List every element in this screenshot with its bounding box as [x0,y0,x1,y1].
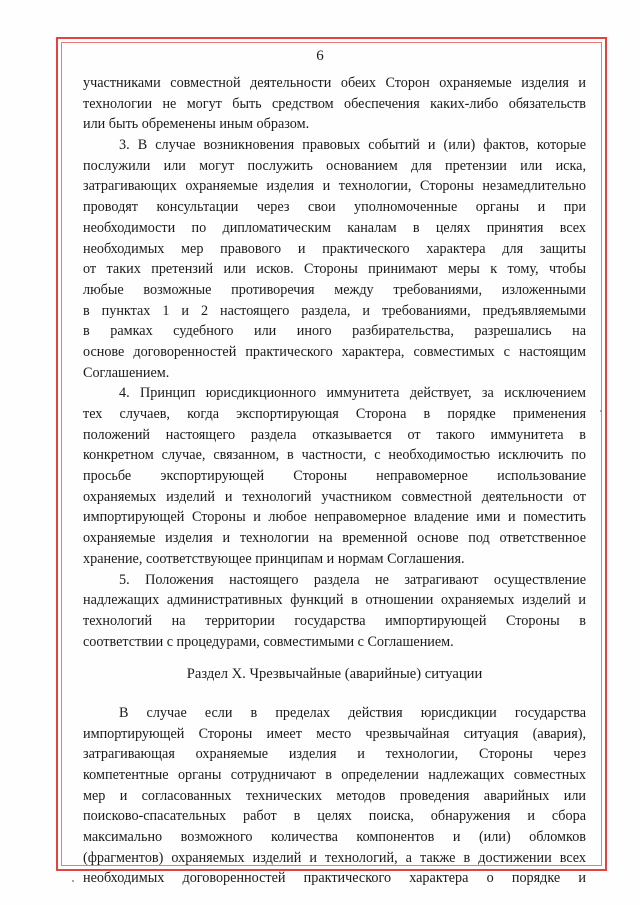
text-line: 4. Принцип юрисдикционного иммунитета действует, за исключением [119,385,586,402]
text-line: положений настоящего раздела отказывается от такого иммунитета в [83,426,586,443]
text-line: конкретном случае, связанном, в частности, с необходимостью исключить по [83,447,586,464]
paragraph-emergency [83,703,586,889]
text-line: Соглашением. [83,364,170,381]
document-body [83,73,586,889]
text-line: В случае если в пределах действия юрисдикции государства [119,704,586,721]
paragraph-5 [83,570,586,653]
text-line: соответствии с процедурами, совместимыми с Соглашением. [83,633,454,650]
text-line: импортирующей Стороны и любое неправомерное владение ими и поместить [83,509,586,526]
text-line: любые возможные противоречия между требованиями, изложенными [83,281,586,298]
text-line: максимально возможного количества компонентов и (или) обломков [83,829,586,846]
text-line: охраняемые изделия и технологии на временной основе под ответственное [83,530,586,547]
page-number: 6 [316,48,324,64]
text-line: от таких претензий или исков. Стороны принимают меры к тому, чтобы [83,261,586,278]
text-line: хранение, соответствующее принципам и нормам Соглашения. [83,550,465,567]
text-line: послужили или могут послужить основанием для претензии или иска, [83,157,586,174]
text-line: затрагивающая охраняемые изделия и технологии, Стороны через [83,746,586,763]
text-line: технологий на территории государства импортирующей Стороны в [83,612,586,629]
paragraph-3 [83,135,586,383]
text-line: необходимых договоренностей практического характера о порядке и [83,870,586,887]
paragraph-continuation [83,73,586,135]
text-line: просьбе экспортирующей Стороны неправомерное использование [83,468,586,485]
text-line: (фрагментов) охраняемых изделий и технологий, а также в достижении всех [83,849,586,866]
text-line: необходимых мер правового и практического характера для защиты [83,240,586,257]
text-line: необходимости по дипломатическим каналам в целях принятия всех [83,219,586,236]
paragraph-4 [83,383,586,569]
section-heading: Раздел X. Чрезвычайные (аварийные) ситуации [186,666,483,683]
text-line: мер и согласованных технических методов проведения аварийных или [83,787,586,804]
text-line: надлежащих административных функций в отношении охраняемых изделий и [83,592,586,609]
text-line: поисково-спасательных работ в целях поиска, обнаружения и сбора [83,808,586,825]
scan-speck [72,880,74,882]
text-line: или быть обременены иным образом. [83,116,310,133]
text-line: охраняемых изделий и технологий участником совместной деятельности от [83,488,586,505]
text-line: в рамках судебного или иного разбирательства, разрешались на [83,323,586,340]
text-line: проводят консультации через свои уполномоченные органы и при [83,199,586,216]
text-line: технологии не могут быть средством обеспечения каких-либо обязательств [83,95,586,112]
text-line: участниками совместной деятельности обеих Сторон охраняемые изделия и [83,75,586,91]
text-line: основе договоренностей практического характера, совместимых с настоящим [83,343,586,360]
text-line: тех случаев, когда экспортирующая Сторона в порядке применения [83,406,586,422]
text-line: компетентные органы сотрудничают в определении надлежащих совместных [83,767,586,783]
text-line: 5. Положения настоящего раздела не затрагивают осуществление [119,571,586,588]
text-line: затрагивающих охраняемые изделия и технологии, Стороны незамедлительно [83,178,586,195]
text-line: импортирующей Стороны имеет место чрезвычайная ситуация (авария), [83,725,586,742]
scan-speck [600,410,602,412]
text-line: 3. В случае возникновения правовых событий и (или) фактов, которые [119,137,586,154]
text-line: в пунктах 1 и 2 настоящего раздела, и требованиями, предъявляемыми [83,302,586,319]
